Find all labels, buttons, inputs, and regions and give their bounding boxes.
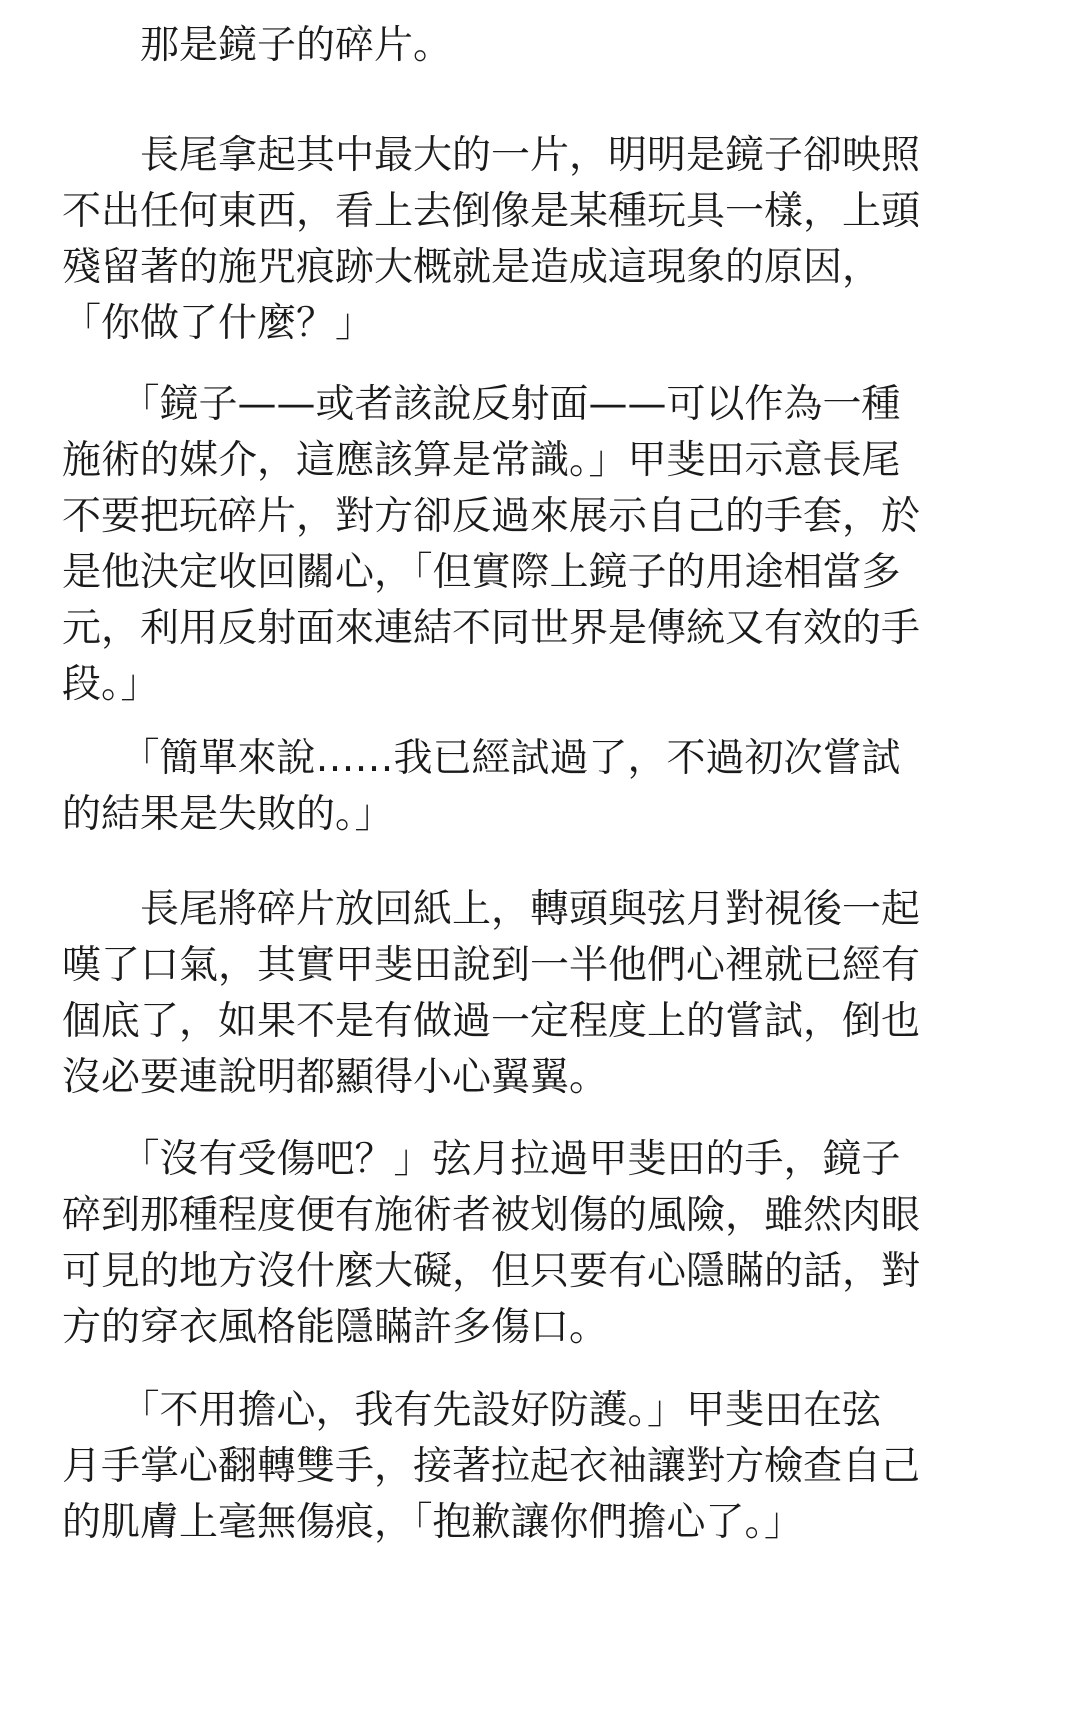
paragraph-5: 長尾將碎片放回紙上，轉頭與弦月對視後一起 嘆了口氣，其實甲斐田說到一半他們心裡就已經有 個底了，如果不是有做過一定程度上的嘗試，倒也 沒必要連說明都顯得小心翼翼。 (62, 887, 921, 1100)
paragraph-1: 那是鏡子的碎片。 (62, 23, 453, 68)
paragraph-4: 「簡單來說……我已經試過了，不過初次嘗試 的結果是失敗的。」 (62, 736, 901, 837)
paragraph-3: 「鏡子——或者該說反射面——可以作為一種 施術的媒介，這應該算是常識。」甲斐田示意長尾 不要把玩碎片，對方卻反過來展示自己的手套，於 是他決定收回關心，「但實際上鏡子的用途相當多 元，利用反射面來連結不同世界是傳統又有效的手 段。」 (62, 382, 921, 707)
paragraph-7: 「不用擔心，我有先設好防護。」甲斐田在弦 月手掌心翻轉雙手，接著拉起衣袖讓對方檢查自己 的肌膚上毫無傷痕，「抱歉讓你們擔心了。」 (62, 1388, 921, 1545)
paragraph-2: 長尾拿起其中最大的一片，明明是鏡子卻映照 不出任何東西，看上去倒像是某種玩具一樣，上頭 殘留著的施咒痕跡大概就是造成這現象的原因， 「你做了什麼？」 (62, 133, 921, 346)
paragraph-6: 「沒有受傷吧？」弦月拉過甲斐田的手，鏡子 碎到那種程度便有施術者被划傷的風險，雖然肉眼 可見的地方沒什麼大礙，但只要有心隱瞞的話，對 方的穿衣風格能隱瞞許多傷口。 (62, 1137, 921, 1350)
